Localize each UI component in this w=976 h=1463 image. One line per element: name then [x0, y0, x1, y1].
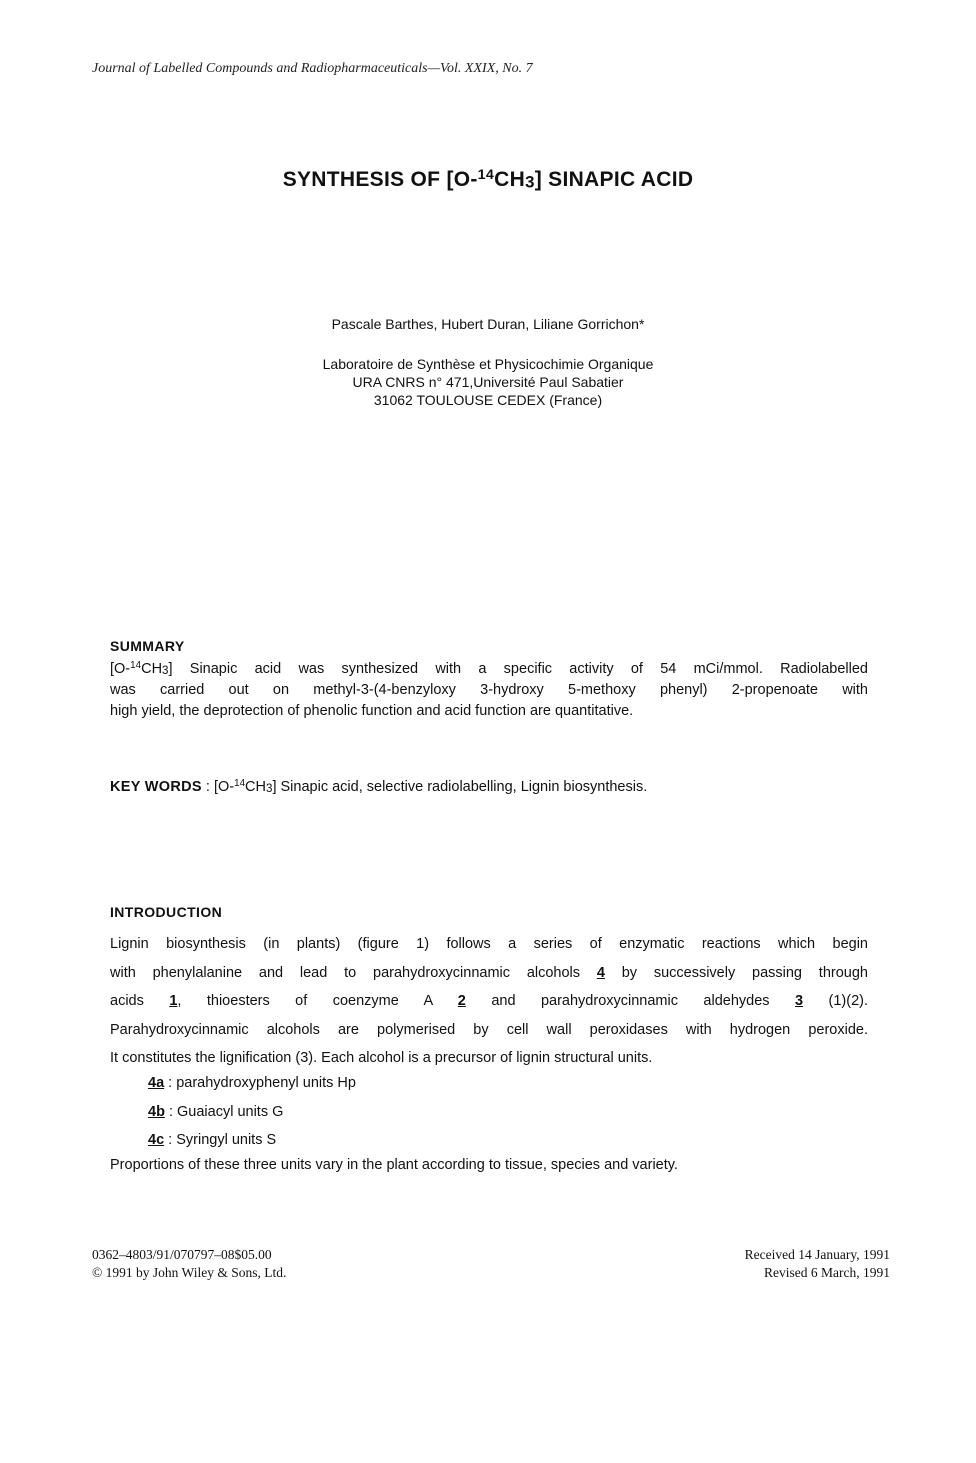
intro-text-fragment: with phenylalanine and lead to parahydroxycinnamic alcohols: [110, 964, 597, 981]
unit-item: [148, 1126, 356, 1155]
affiliation: [0, 355, 976, 409]
keywords-formula-sup: 14: [234, 778, 246, 790]
summary-formula-pre: [O-: [110, 661, 131, 677]
paper-title: [0, 168, 976, 192]
summary-line-text: ] Sinapic acid was synthesized with a specific activity of 54 mCi/mmol. Radiolabelled: [168, 661, 868, 677]
compound-ref: 4c: [148, 1132, 165, 1148]
title-ch: CH: [494, 168, 526, 191]
affiliation-line: URA CNRS n° 471,Université Paul Sabatier: [352, 374, 624, 390]
title-prefix: SYNTHESIS OF [O-: [282, 168, 478, 191]
introduction-text: [110, 930, 868, 1073]
summary-line: high yield, the deprotection of phenolic function and acid function are quantitative.: [110, 703, 634, 719]
keywords-formula-sub: 3: [266, 782, 273, 796]
intro-text-fragment: by successively passing through: [604, 964, 868, 981]
affiliation-line: 31062 TOULOUSE CEDEX (France): [373, 392, 603, 408]
introduction-heading: INTRODUCTION: [110, 904, 223, 920]
title-subscript: 3: [525, 172, 535, 192]
intro-text-fragment: (1)(2).: [803, 993, 869, 1009]
footer-code: 0362–4803/91/070797–08$05.00: [92, 1247, 272, 1262]
summary-formula-sup: 14: [130, 660, 142, 672]
summary-line: was carried out on methyl-3-(4-benzyloxy 3-hydroxy 5-methoxy phenyl) 2-propenoate with: [110, 682, 868, 698]
lignin-units-list: [148, 1069, 356, 1155]
unit-text: : Syringyl units S: [164, 1132, 277, 1148]
footer-revised: Revised 6 March, 1991: [764, 1265, 890, 1280]
unit-item: [148, 1098, 356, 1127]
intro-line: Lignin biosynthesis (in plants) (figure 1) follows a series of enzymatic reactions which begin: [110, 936, 868, 952]
title-suffix: ] SINAPIC ACID: [534, 168, 694, 191]
keywords-text: ] Sinapic acid, selective radiolabelling, Lignin biosynthesis.: [272, 779, 648, 795]
unit-item: [148, 1069, 356, 1098]
summary-text: [110, 659, 868, 722]
compound-ref: 4b: [148, 1103, 165, 1120]
intro-text-fragment: , thioesters of coenzyme A: [177, 993, 458, 1009]
footer-dates: [745, 1246, 890, 1282]
unit-text: : Guaiacyl units G: [164, 1103, 284, 1120]
compound-ref: 2: [457, 993, 466, 1009]
intro-line: It constitutes the lignification (3). Each alcohol is a precursor of lignin structural units.: [110, 1050, 653, 1066]
compound-ref: 3: [795, 993, 804, 1009]
footer-copyright: © 1991 by John Wiley & Sons, Ltd.: [92, 1265, 287, 1280]
intro-line: [110, 987, 868, 1016]
summary-line: [110, 659, 868, 680]
intro-text-fragment: acids: [110, 993, 170, 1009]
footer-received: Received 14 January, 1991: [744, 1247, 890, 1262]
journal-header: Journal of Labelled Compounds and Radiopharmaceuticals—Vol. XXIX, No. 7: [92, 61, 533, 76]
keywords-sep: :: [201, 779, 214, 795]
proportions-text: Proportions of these three units vary in the plant according to tissue, species and variety.: [110, 1157, 678, 1173]
summary-heading: SUMMARY: [110, 638, 185, 654]
affiliation-line: Laboratoire de Synthèse et Physicochimie Organique: [322, 356, 654, 372]
intro-line: Parahydroxycinnamic alcohols are polymerised by cell wall peroxidases with hydrogen peroxide.: [110, 1021, 868, 1038]
summary-formula-ch: CH: [141, 661, 163, 677]
compound-ref: 4a: [148, 1075, 165, 1091]
compound-ref: 1: [169, 993, 178, 1009]
keywords: [110, 779, 647, 795]
compound-ref: 4: [596, 964, 605, 981]
intro-line: [110, 959, 868, 988]
summary-formula-sub: 3: [162, 664, 169, 678]
keywords-formula-ch: CH: [245, 779, 266, 795]
unit-text: : parahydroxyphenyl units Hp: [164, 1075, 356, 1091]
title-isotope: 14: [477, 166, 495, 183]
authors: Pascale Barthes, Hubert Duran, Liliane Gorrichon*: [331, 316, 645, 332]
footer-publication-info: [92, 1246, 286, 1282]
keywords-label: KEY WORDS: [110, 779, 202, 795]
keywords-formula-pre: [O-: [213, 779, 235, 795]
intro-text-fragment: and parahydroxycinnamic aldehydes: [465, 993, 795, 1009]
